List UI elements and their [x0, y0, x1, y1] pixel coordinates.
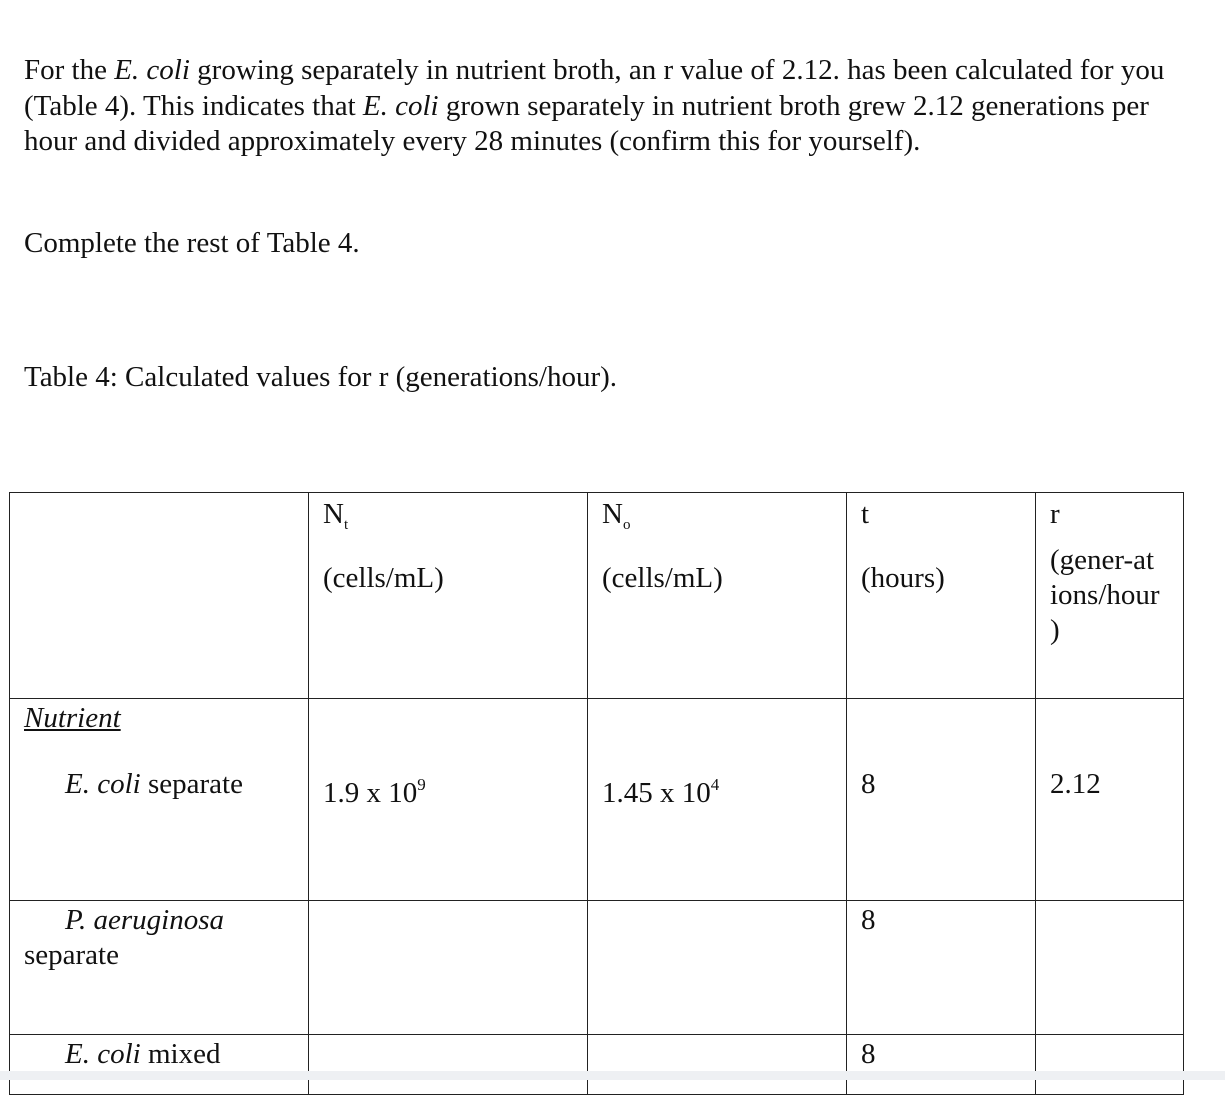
t-value: 8 — [861, 768, 876, 800]
intro-text-1: For the — [24, 54, 115, 86]
t-symbol: t — [861, 498, 870, 530]
no-value: 1.45 x $10^4$ — [602, 775, 720, 809]
no-cell[interactable] — [588, 1035, 847, 1095]
table-4 — [9, 492, 1184, 1095]
table-row — [10, 699, 1184, 901]
r-symbol: r — [1050, 498, 1060, 530]
no-unit: (cells/mL) — [602, 562, 723, 594]
bottom-scroll-edge — [0, 1071, 1225, 1080]
header-nt — [309, 493, 588, 699]
nt-cell[interactable] — [309, 1035, 588, 1095]
row-label-cell — [10, 1035, 309, 1095]
instruction-paragraph: Complete the rest of Table 4. — [24, 227, 360, 259]
t-cell — [847, 901, 1036, 1035]
nt-value: 1.9 x $10^9$ — [323, 775, 426, 809]
r-unit: (gener-at ions/hour ) — [1050, 544, 1160, 646]
t-unit: (hours) — [861, 562, 945, 594]
nt-unit: (cells/mL) — [323, 562, 444, 594]
row-label: P. aeruginosa — [65, 904, 224, 936]
r-cell[interactable] — [1036, 1035, 1184, 1095]
intro-paragraph — [24, 53, 1184, 160]
row-label-suffix: separate — [24, 939, 119, 971]
table-row — [10, 901, 1184, 1035]
organism-name: E. coli — [114, 54, 190, 86]
no-cell[interactable] — [588, 901, 847, 1035]
t-value: 8 — [861, 1038, 876, 1070]
t-cell — [847, 699, 1036, 901]
row-label: E. coli separate — [65, 768, 243, 800]
row-label-cell — [10, 901, 309, 1035]
r-cell[interactable] — [1036, 901, 1184, 1035]
header-t — [847, 493, 1036, 699]
t-value: 8 — [861, 904, 876, 936]
table-caption: Table 4: Calculated values for r (generations/hour). — [24, 361, 618, 393]
organism-name: E. coli — [362, 89, 439, 122]
header-no — [588, 493, 847, 699]
r-cell — [1036, 699, 1184, 901]
header-empty-cell — [10, 493, 309, 699]
row-label-cell — [10, 699, 309, 901]
table-row — [10, 1035, 1184, 1095]
intro-text-2: growing separately in nutrient broth, an r value of 2.12. has been calculated for you (Table 4). This indicates that — [24, 54, 1165, 122]
no-symbol: $N_o$ — [602, 498, 631, 533]
nt-cell — [309, 699, 588, 901]
nt-symbol: $N_t$ — [323, 498, 349, 533]
section-label: Nutrient — [24, 702, 121, 734]
header-row — [10, 493, 1184, 699]
t-cell — [847, 1035, 1036, 1095]
r-value: 2.12 — [1050, 768, 1101, 800]
header-r — [1036, 493, 1184, 699]
row-label: E. coli mixed — [65, 1038, 221, 1070]
no-cell — [588, 699, 847, 901]
intro-text-3: grown separately in nutrient broth grew 2.12 generations per hour and divided approximately every 28 minutes (confirm this for yourself). — [24, 89, 1149, 157]
nt-cell[interactable] — [309, 901, 588, 1035]
